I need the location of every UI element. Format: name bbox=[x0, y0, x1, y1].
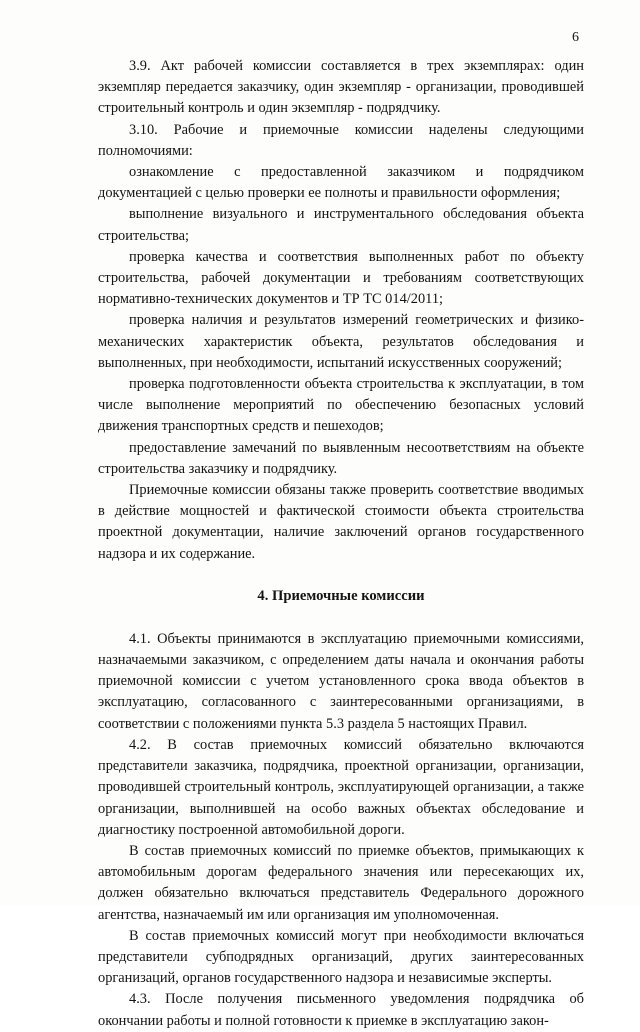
paragraph-federal-agency: В состав приемочных комиссий по приемке объектов, примыкающих к автомобильным дорогам федерального значения или пересекающих их, должен обязательно включаться представитель Федерального дорожного агентства, назначаемый им или организация им уполномоченная. bbox=[98, 842, 584, 923]
list-item: проверка подготовленности объекта строительства к эксплуатации, в том числе выполнение мероприятий по обеспечению безопасных условий движения транспортных средств и пешеходов; bbox=[98, 376, 584, 435]
list-item: выполнение визуального и инструментального обследования объекта строительства; bbox=[98, 206, 584, 244]
paragraph-commission-duties: Приемочные комиссии обязаны также проверить соответствие вводимых в действие мощностей и фактической стоимости объекта строительства проектной документации, наличие заключений органов государственного надзора и их содержание. bbox=[98, 482, 584, 562]
paragraph-3-9: 3.9. Акт рабочей комиссии составляется в трех экземплярах: один экземпляр передается заказчику, один экземпляр - организации, проводившей строительный контроль и один экземпляр - подрядчику. bbox=[98, 58, 584, 117]
page-number: 6 bbox=[572, 30, 579, 45]
paragraph-3-10: 3.10. Рабочие и приемочные комиссии наделены следующими полномочиями: bbox=[98, 121, 584, 159]
paragraph-4-1: 4.1. Объекты принимаются в эксплуатацию приемочными комиссиями, назначаемыми заказчиком, с определением даты начала и окончания работы приемочной комиссии с учетом установленного срока ввода объектов в эксплуатацию, согласованного с заинтересованными организациями, в соответствии с положениями пункта 5.3 раздела 5 настоящих Правил. bbox=[98, 630, 584, 732]
paragraph-4-3: 4.3. После получения письменного уведомления подрядчика об окончании работы и полной готовности к приемке в эксплуатацию закон- bbox=[98, 991, 584, 1029]
list-item: проверка качества и соответствия выполненных работ по объекту строительства, рабочей документации и требованиям соответствующих нормативно-технических документов и ТР ТС 014/2011; bbox=[98, 248, 584, 308]
list-item: проверка наличия и результатов измерений геометрических и физико-механических характеристик объекта, результатов обследования и выполненных, при необходимости, испытаний искусственных сооружений; bbox=[98, 312, 584, 371]
paragraph-4-2: 4.2. В состав приемочных комиссий обязательно включаются представители заказчика, подрядчика, проектной организации, организации, проводившей строительный контроль, эксплуатирующей организации, а также организации, выполнившей на особо важных объектах обследование и диагностику построенной автомобильной дороги. bbox=[98, 736, 584, 838]
section-heading: 4. Приемочные комиссии bbox=[257, 587, 425, 604]
list-item: ознакомление с предоставленной заказчиком и подрядчиком документацией с целью проверки ее полноты и правильности оформления; bbox=[98, 164, 584, 202]
paragraph-optional-members: В состав приемочных комиссий могут при необходимости включаться представители субподрядных организаций, других заинтересованных организаций, органов государственного надзора и независимые эксперты. bbox=[98, 927, 584, 987]
document-body bbox=[98, 56, 584, 1032]
list-item: предоставление замечаний по выявленным несоответствиям на объекте строительства заказчику и подрядчику. bbox=[98, 439, 584, 477]
